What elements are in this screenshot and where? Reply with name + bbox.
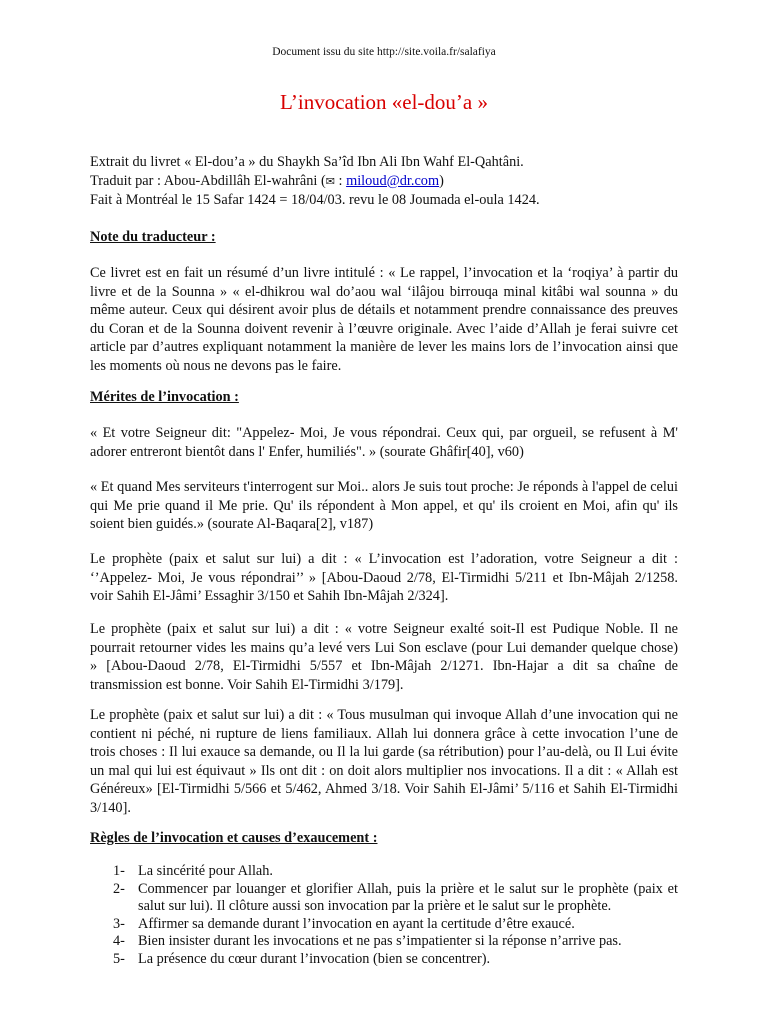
- intro-block: [90, 153, 678, 210]
- list-number: 2-: [113, 880, 125, 897]
- list-number: 3-: [113, 915, 125, 932]
- intro-translator-line: [90, 172, 678, 192]
- intro-date-line: Fait à Montréal le 15 Safar 1424 = 18/04/03. revu le 08 Joumada el-oula 1424.: [90, 192, 540, 208]
- note-paragraph: Ce livret est en fait un résumé d’un livre intitulé : « Le rappel, l’invocation et la ‘roqiya’ à partir du livre et de la Sounna » « el-dhikrou wal do’aou wal ‘ilâjou birrouqa minal kitâbi wal sounna » du même auteur. Ceux qui désirent avoir plus de détails et notamment prendre connaissance des preuves du Coran et de la Sounna doivent revenir à l’œuvre originale. Avec l’aide d’Allah je ferai suivre cet article par d’autres expliquant notamment la manière de lever les mains lors de l’invocation ainsi que les moments où nous ne devons pas le faire.: [90, 265, 678, 374]
- list-item: [90, 933, 678, 951]
- list-item: [90, 881, 678, 916]
- merits-heading: Mérites de l’invocation :: [90, 389, 239, 405]
- list-text: La présence du cœur durant l’invocation (bien se concentrer).: [138, 950, 491, 967]
- source-line: Document issu du site http://site.voila.fr/salafiya: [272, 46, 496, 58]
- merits-paragraph-5: Le prophète (paix et salut sur lui) a dit : « Tous musulman qui invoque Allah d’une invocation qui ne contient ni péché, ni rupture de liens familiaux. Allah lui donnera grâce à cette invocation l’une de trois choses : Il lui exauce sa demande, ou Il la lui garde (sa rétribution) pour l’au-delà, ou Il Lui évite un mal qui lui est équivaut » Ils ont dit : on doit alors multiplier nos invocations. Il a dit : « Allah est Généreux» [El-Tirmidhi 5/566 et 5/462, Ahmed 3/18. Voir Sahih El-Jâmi’ 5/116 et Sahih El-Tirmidhi 3/140].: [90, 707, 678, 816]
- merits-paragraph-3: Le prophète (paix et salut sur lui) a dit : « L’invocation est l’adoration, votre Seigneur a dit : ‘’Appelez- Moi, Je vous répondrai’’ » [Abou-Daoud 2/78, El-Tirmidhi 5/211 et Ibn-Mâjah 2/1258. voir Sahih El-Jâmi’ Essaghir 3/150 et Sahih Ibn-Mâjah 2/324].: [90, 551, 678, 604]
- merits-paragraph-2: « Et quand Mes serviteurs t'interrogent sur Moi.. alors Je suis tout proche: Je réponds à l'appel de celui qui Me prie quand il Me prie. Qu' ils répondent à Mon appel, et qu' ils croient en Moi, afin qu' ils soient bien guidés.» (sourate Al-Baqara[2], v187): [90, 479, 678, 532]
- list-item: [90, 916, 678, 934]
- list-number: 4-: [113, 933, 125, 949]
- list-item: [90, 863, 678, 881]
- email-link[interactable]: miloud@dr.com: [346, 172, 440, 189]
- rules-heading: Règles de l’invocation et causes d’exaucement :: [90, 830, 378, 846]
- note-heading: Note du traducteur :: [90, 229, 216, 245]
- translator-text: Traduit par : Abou-Abdillâh El-wahrâni (: [90, 172, 326, 189]
- merits-paragraph-4: Le prophète (paix et salut sur lui) a dit : « votre Seigneur exalté soit-Il est Pudique Noble. Il ne pourrait retourner vides les mains qu’a levé vers Lui Son esclave (pour Lui demander quelque chose) » [Abou-Daoud 2/78, El-Tirmidhi 5/557 et Ibn-Mâjah 2/1271. Ibn-Hajar a dit sa chaîne de transmission est bonne. Voir Sahih El-Tirmidhi 3/179].: [90, 621, 678, 693]
- list-item: [90, 951, 678, 969]
- list-text: Commencer par louanger et glorifier Allah, puis la prière et le salut sur le prophète (paix et salut sur lui). Il clôture aussi son invocation par la prière et le salut sur le prophète.: [138, 880, 678, 914]
- list-number: 5-: [113, 950, 125, 967]
- list-text: La sincérité pour Allah.: [138, 863, 273, 879]
- list-text: Bien insister durant les invocations et ne pas s’impatienter si la réponse n’arrive pas.: [138, 933, 622, 949]
- list-number: 1-: [113, 863, 125, 879]
- intro-extract-line: Extrait du livret « El-dou’a » du Shaykh Sa’îd Ibn Ali Ibn Wahf El-Qahtâni.: [90, 154, 524, 170]
- translator-close: ): [439, 172, 444, 189]
- list-text: Affirmer sa demande durant l’invocation en ayant la certitude d’être exaucé.: [138, 915, 575, 932]
- rules-list: [90, 863, 678, 968]
- colon-text: :: [334, 172, 347, 189]
- merits-paragraph-1: « Et votre Seigneur dit: "Appelez- Moi, Je vous répondrai. Ceux qui, par orgueil, se refusent à M' adorer entreront bientôt dans l' Enfer, humiliés". » (sourate Ghâfir[40], v60): [90, 425, 678, 460]
- document-title: L’invocation «el-dou’a »: [279, 90, 488, 114]
- envelope-icon: ✉: [325, 174, 335, 188]
